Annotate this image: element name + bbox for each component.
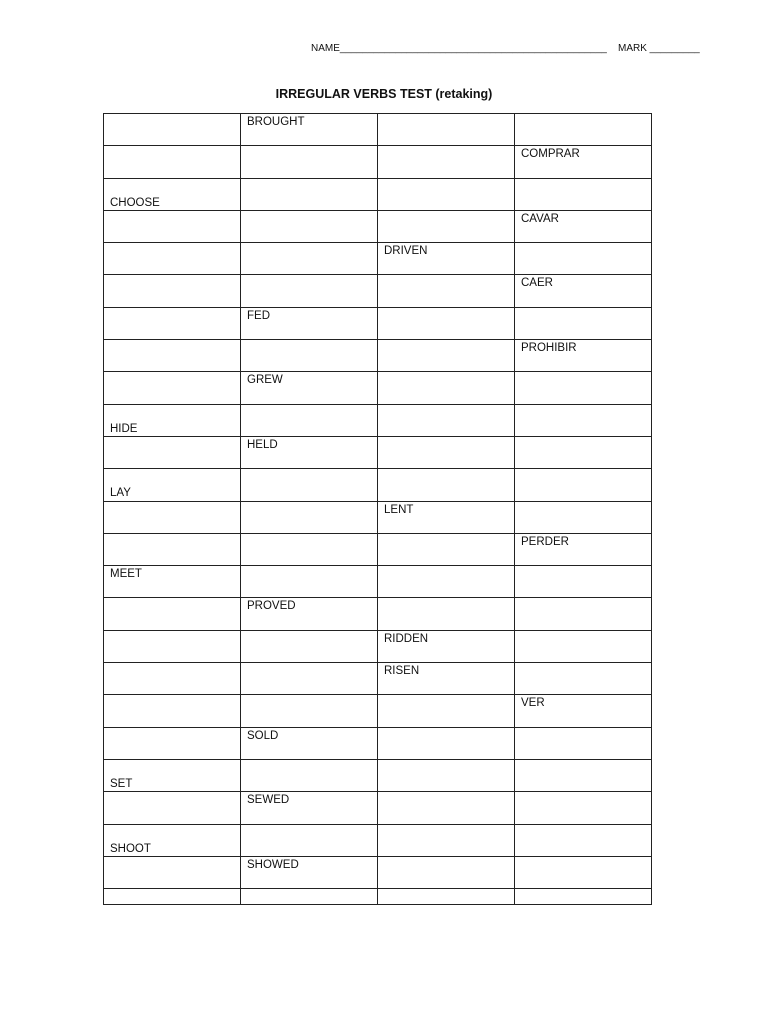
table-row: [104, 889, 652, 905]
cell-text: [384, 695, 508, 698]
cell-text: [247, 211, 371, 214]
table-row: [104, 114, 652, 146]
table-cell: [378, 598, 515, 630]
cell-text: [521, 308, 645, 311]
table-cell: [515, 598, 652, 630]
cell-text: [384, 598, 508, 601]
table-cell: [104, 146, 241, 178]
table-cell: [515, 307, 652, 339]
cell-text: [110, 534, 234, 537]
cell-text: [384, 308, 508, 311]
cell-text: [384, 825, 508, 828]
table-cell: [104, 630, 241, 662]
table-cell: [241, 856, 378, 888]
table-cell: [104, 598, 241, 630]
cell-text: PROVED: [247, 600, 296, 613]
table-cell: [104, 210, 241, 242]
table-row: [104, 501, 652, 533]
table-cell: [515, 792, 652, 824]
table-row: [104, 372, 652, 404]
cell-text: HELD: [247, 438, 278, 451]
cell-text: [384, 114, 508, 117]
table-cell: [241, 824, 378, 856]
cell-text: [384, 469, 508, 472]
table-cell: [241, 372, 378, 404]
table-cell: [241, 533, 378, 565]
cell-text: [110, 275, 234, 278]
table-cell: [378, 889, 515, 905]
cell-text: RISEN: [384, 665, 420, 678]
cell-text: [247, 275, 371, 278]
table-cell: [378, 469, 515, 501]
table-cell: [515, 178, 652, 210]
table-row: [104, 566, 652, 598]
cell-text: [110, 792, 234, 795]
cell-text: [247, 243, 371, 246]
table-cell: [515, 856, 652, 888]
table-cell: [515, 630, 652, 662]
table-cell: [104, 727, 241, 759]
cell-text: [110, 598, 234, 601]
table-cell: [104, 275, 241, 307]
table-cell: [241, 404, 378, 436]
table-row: [104, 178, 652, 210]
table-row: [104, 630, 652, 662]
cell-text: [247, 889, 371, 892]
table-cell: [378, 340, 515, 372]
table-cell: [241, 469, 378, 501]
table-row: [104, 210, 652, 242]
table-row: [104, 533, 652, 565]
table-cell: [515, 533, 652, 565]
cell-text: COMPRAR: [521, 148, 580, 161]
cell-text: LAY: [110, 487, 131, 500]
table-cell: [241, 598, 378, 630]
table-cell: [378, 727, 515, 759]
table-cell: [104, 566, 241, 598]
cell-text: [247, 534, 371, 537]
cell-text: [110, 114, 234, 117]
table-cell: [378, 663, 515, 695]
table-cell: [515, 501, 652, 533]
cell-text: FED: [247, 309, 270, 322]
table-cell: [515, 695, 652, 727]
table-cell: [104, 533, 241, 565]
cell-text: [247, 825, 371, 828]
table-cell: [378, 856, 515, 888]
cell-text: [110, 340, 234, 343]
cell-text: [247, 146, 371, 149]
cell-text: SEWED: [247, 794, 290, 807]
cell-text: [384, 889, 508, 892]
table-cell: [515, 275, 652, 307]
table-cell: [241, 210, 378, 242]
table-cell: [241, 436, 378, 468]
table-cell: [241, 146, 378, 178]
table-cell: [378, 275, 515, 307]
cell-text: [110, 211, 234, 214]
table-cell: [104, 404, 241, 436]
table-row: [104, 469, 652, 501]
mark-field-label: MARK _________: [617, 43, 700, 54]
table-cell: [378, 404, 515, 436]
cell-text: [384, 857, 508, 860]
table-cell: [104, 792, 241, 824]
table-cell: [104, 469, 241, 501]
cell-text: [521, 792, 645, 795]
cell-text: GREW: [247, 374, 283, 387]
table-cell: [515, 404, 652, 436]
table-row: [104, 243, 652, 275]
table-cell: [241, 695, 378, 727]
cell-text: HIDE: [110, 422, 138, 435]
cell-text: MEET: [110, 568, 142, 581]
table-row: [104, 824, 652, 856]
cell-text: PROHIBIR: [521, 342, 577, 355]
table-cell: [241, 243, 378, 275]
cell-text: [521, 114, 645, 117]
table-cell: [241, 727, 378, 759]
cell-text: LENT: [384, 503, 414, 516]
cell-text: [521, 825, 645, 828]
table-cell: [241, 759, 378, 791]
table-cell: [104, 501, 241, 533]
cell-text: [521, 598, 645, 601]
table-row: [104, 146, 652, 178]
table-cell: [378, 533, 515, 565]
table-cell: [241, 114, 378, 146]
cell-text: [521, 243, 645, 246]
cell-text: [110, 308, 234, 311]
cell-text: [110, 889, 234, 892]
table-cell: [378, 566, 515, 598]
table-cell: [104, 372, 241, 404]
name-field-label: NAME________________________________________________: [311, 43, 607, 54]
page-title: IRREGULAR VERBS TEST (retaking): [275, 87, 493, 101]
cell-text: [521, 663, 645, 666]
cell-text: [384, 146, 508, 149]
cell-text: [110, 437, 234, 440]
cell-text: [384, 275, 508, 278]
table-cell: [104, 889, 241, 905]
table-row: [104, 663, 652, 695]
table-row: [104, 404, 652, 436]
cell-text: [384, 566, 508, 569]
table-cell: [515, 114, 652, 146]
table-row: [104, 436, 652, 468]
cell-text: PERDER: [521, 535, 569, 548]
table-row: [104, 340, 652, 372]
table-cell: [515, 663, 652, 695]
table-cell: [378, 372, 515, 404]
cell-text: [110, 146, 234, 149]
table-cell: [104, 178, 241, 210]
cell-text: [521, 437, 645, 440]
cell-text: SHOOT: [110, 842, 151, 855]
cell-text: [247, 631, 371, 634]
table-cell: [378, 114, 515, 146]
cell-text: [247, 179, 371, 182]
cell-text: [247, 340, 371, 343]
cell-text: [384, 405, 508, 408]
table-cell: [378, 146, 515, 178]
cell-text: [384, 437, 508, 440]
cell-text: [521, 566, 645, 569]
cell-text: [247, 469, 371, 472]
cell-text: SET: [110, 777, 133, 790]
table-row: [104, 275, 652, 307]
table-cell: [241, 630, 378, 662]
cell-text: [384, 179, 508, 182]
table-cell: [515, 372, 652, 404]
table-cell: [515, 436, 652, 468]
cell-text: RIDDEN: [384, 632, 429, 645]
table-cell: [241, 275, 378, 307]
table-cell: [515, 210, 652, 242]
cell-text: [384, 534, 508, 537]
table-cell: [241, 663, 378, 695]
table-cell: [378, 436, 515, 468]
cell-text: [521, 469, 645, 472]
table-cell: [515, 566, 652, 598]
cell-text: [110, 728, 234, 731]
table-cell: [378, 307, 515, 339]
table-row: [104, 598, 652, 630]
header-line: [311, 43, 700, 54]
table-cell: [241, 566, 378, 598]
table-cell: [515, 146, 652, 178]
cell-text: [110, 372, 234, 375]
cell-text: [110, 243, 234, 246]
cell-text: [110, 663, 234, 666]
table-cell: [515, 340, 652, 372]
table-cell: [378, 243, 515, 275]
cell-text: [521, 728, 645, 731]
cell-text: [384, 792, 508, 795]
cell-text: [521, 372, 645, 375]
table-cell: [515, 469, 652, 501]
table-row: [104, 759, 652, 791]
cell-text: [247, 760, 371, 763]
table-cell: [241, 792, 378, 824]
cell-text: [247, 663, 371, 666]
cell-text: SHOWED: [247, 858, 299, 871]
cell-text: BROUGHT: [247, 116, 305, 128]
table-cell: [104, 695, 241, 727]
table-cell: [378, 630, 515, 662]
table-cell: [104, 856, 241, 888]
table-cell: [515, 889, 652, 905]
cell-text: [521, 631, 645, 634]
cell-text: [384, 340, 508, 343]
cell-text: [110, 631, 234, 634]
table-row: [104, 307, 652, 339]
table-cell: [241, 340, 378, 372]
cell-text: [521, 405, 645, 408]
cell-text: VER: [521, 697, 545, 710]
cell-text: [521, 760, 645, 763]
cell-text: SOLD: [247, 729, 279, 742]
table-cell: [241, 307, 378, 339]
cell-text: [521, 857, 645, 860]
cell-text: [247, 502, 371, 505]
table-cell: [104, 307, 241, 339]
table-row: [104, 727, 652, 759]
cell-text: DRIVEN: [384, 245, 428, 258]
table-cell: [104, 759, 241, 791]
cell-text: [247, 695, 371, 698]
table-cell: [515, 727, 652, 759]
table-cell: [378, 501, 515, 533]
table-cell: [378, 178, 515, 210]
table-cell: [104, 824, 241, 856]
table-cell: [515, 824, 652, 856]
cell-text: CAER: [521, 277, 553, 290]
table-cell: [104, 340, 241, 372]
table-cell: [104, 114, 241, 146]
cell-text: [110, 857, 234, 860]
cell-text: [247, 405, 371, 408]
table-cell: [241, 889, 378, 905]
cell-text: [384, 760, 508, 763]
table-cell: [515, 759, 652, 791]
table-cell: [241, 501, 378, 533]
table-cell: [378, 210, 515, 242]
cell-text: CHOOSE: [110, 196, 160, 209]
cell-text: [110, 695, 234, 698]
cell-text: CAVAR: [521, 212, 559, 225]
cell-text: [384, 211, 508, 214]
table-cell: [378, 695, 515, 727]
table-cell: [104, 436, 241, 468]
table-cell: [104, 663, 241, 695]
cell-text: [521, 179, 645, 182]
table-cell: [378, 792, 515, 824]
cell-text: [384, 372, 508, 375]
cell-text: [521, 502, 645, 505]
table-row: [104, 695, 652, 727]
table-cell: [241, 178, 378, 210]
cell-text: [110, 502, 234, 505]
table-cell: [378, 824, 515, 856]
cell-text: [247, 566, 371, 569]
table-row: [104, 792, 652, 824]
cell-text: [384, 728, 508, 731]
table-cell: [378, 759, 515, 791]
table-cell: [104, 243, 241, 275]
cell-text: [521, 889, 645, 892]
table-cell: [515, 243, 652, 275]
table-row: [104, 856, 652, 888]
verbs-table: [103, 113, 652, 905]
